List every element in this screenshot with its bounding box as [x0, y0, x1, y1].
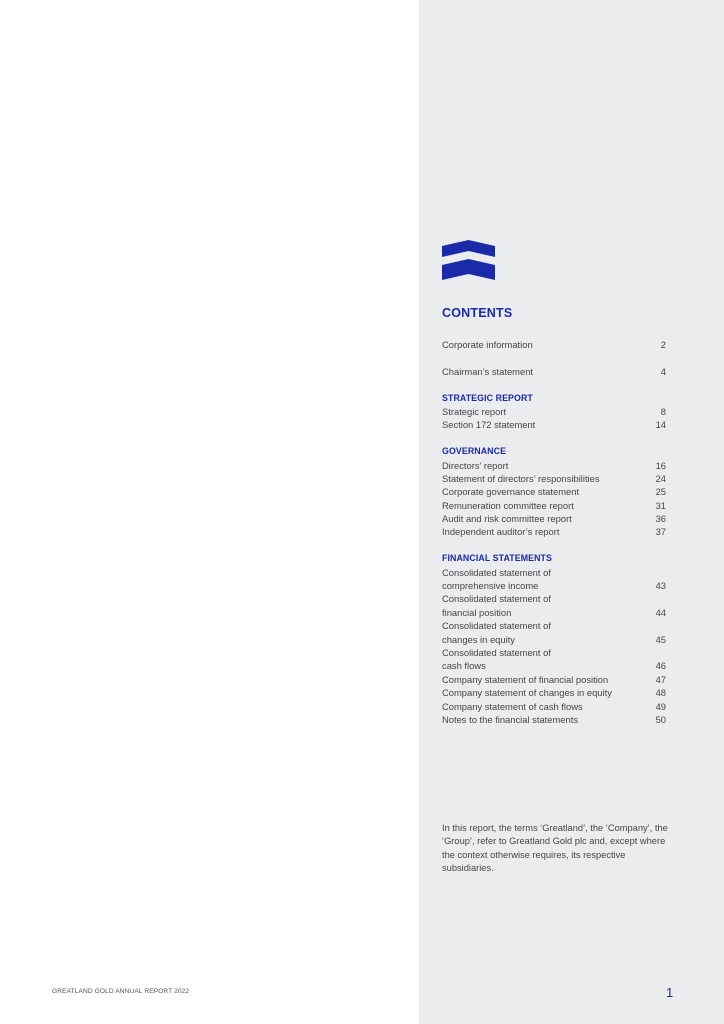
toc-item-directors-responsibilities[interactable] — [442, 472, 666, 485]
toc-item-directors-report[interactable] — [442, 459, 666, 472]
toc-item-page: 49 — [655, 700, 666, 712]
toc-item-label: Corporate governance statement — [442, 486, 580, 498]
toc-item-page: 25 — [655, 486, 666, 498]
toc-item-page: 47 — [655, 673, 666, 685]
toc-item-page: 24 — [655, 472, 666, 484]
toc-item-label: Consolidated statement of — [442, 620, 551, 632]
toc-item-page: 46 — [655, 660, 666, 672]
toc-item-page: 2 — [660, 339, 666, 350]
page-number: 1 — [666, 985, 674, 1000]
toc-item-page: 14 — [655, 419, 666, 431]
toc-item-page: 36 — [655, 513, 666, 525]
toc-item-company-financial-position[interactable] — [442, 673, 666, 686]
toc-item-label: Strategic report — [442, 405, 507, 417]
toc-item-financial-position[interactable] — [442, 606, 666, 619]
toc-item-page: 31 — [655, 499, 666, 511]
toc-item-label: Consolidated statement of — [442, 566, 551, 578]
toc-item-comprehensive-income[interactable] — [442, 579, 666, 592]
toc-item-label: Remuneration committee report — [442, 499, 574, 511]
table-of-contents — [442, 338, 666, 726]
toc-item-label: Section 172 statement — [442, 419, 536, 431]
toc-item-strategic-report[interactable] — [442, 405, 666, 418]
toc-item-cash-flows[interactable] — [442, 659, 666, 672]
toc-item-page: 43 — [655, 580, 666, 592]
toc-item-label: Audit and risk committee report — [442, 513, 572, 525]
toc-item-label: Consolidated statement of — [442, 593, 551, 605]
toc-item-label: financial position — [442, 606, 512, 618]
toc-item-label: Consolidated statement of — [442, 646, 551, 658]
contents-title: CONTENTS — [442, 306, 513, 320]
toc-item-label: changes in equity — [442, 633, 515, 645]
toc-item-label-line[interactable] — [442, 566, 666, 579]
section-heading-governance: GOVERNANCE — [442, 446, 507, 457]
toc-item-label-line[interactable] — [442, 592, 666, 605]
toc-item-label: comprehensive income — [442, 580, 539, 592]
section-heading-strategic-report: STRATEGIC REPORT — [442, 392, 533, 403]
toc-item-label-line[interactable] — [442, 619, 666, 632]
toc-item-chairmans-statement[interactable] — [442, 365, 666, 378]
toc-item-independent-auditors-report[interactable] — [442, 525, 666, 538]
toc-item-page: 16 — [655, 459, 666, 471]
toc-item-company-changes-in-equity[interactable] — [442, 686, 666, 699]
toc-item-page: 44 — [655, 606, 666, 618]
toc-item-page: 50 — [655, 713, 666, 725]
toc-item-label: Independent auditor’s report — [442, 526, 560, 538]
toc-item-notes-to-financial-statements[interactable] — [442, 713, 666, 726]
toc-item-corporate-information[interactable] — [442, 338, 666, 351]
toc-item-label: Chairman’s statement — [442, 365, 534, 377]
toc-item-page: 45 — [655, 633, 666, 645]
toc-item-page: 48 — [655, 687, 666, 699]
chevron-logo-icon — [442, 240, 495, 282]
toc-item-changes-in-equity[interactable] — [442, 633, 666, 646]
terms-note: In this report, the terms ‘Greatland’, the ‘Company’, the ‘Group’, refer to Greatland Gold plc and, except where the context otherwise requires, its respective subsidiaries. — [442, 823, 668, 874]
footer-publication-title: GREATLAND GOLD ANNUAL REPORT 2022 — [52, 988, 190, 995]
toc-item-label: Statement of directors’ responsibilities — [442, 472, 600, 484]
toc-item-label: Company statement of changes in equity — [442, 687, 612, 699]
toc-item-corporate-governance-statement[interactable] — [442, 485, 666, 498]
toc-item-page: 4 — [660, 365, 666, 377]
toc-item-page: 8 — [660, 405, 666, 417]
toc-item-company-cash-flows[interactable] — [442, 700, 666, 713]
toc-item-label: cash flows — [442, 660, 486, 672]
toc-item-page: 37 — [655, 526, 666, 538]
toc-item-remuneration-committee-report[interactable] — [442, 499, 666, 512]
toc-item-label: Corporate information — [442, 339, 533, 350]
section-heading-financial-statements: FINANCIAL STATEMENTS — [442, 553, 553, 564]
toc-item-label: Notes to the financial statements — [442, 713, 579, 725]
toc-item-section-172-statement[interactable] — [442, 418, 666, 431]
toc-item-label: Directors’ report — [442, 459, 509, 471]
toc-item-label: Company statement of financial position — [442, 673, 609, 685]
toc-item-audit-risk-committee-report[interactable] — [442, 512, 666, 525]
toc-item-label: Company statement of cash flows — [442, 700, 583, 712]
toc-item-label-line[interactable] — [442, 646, 666, 659]
